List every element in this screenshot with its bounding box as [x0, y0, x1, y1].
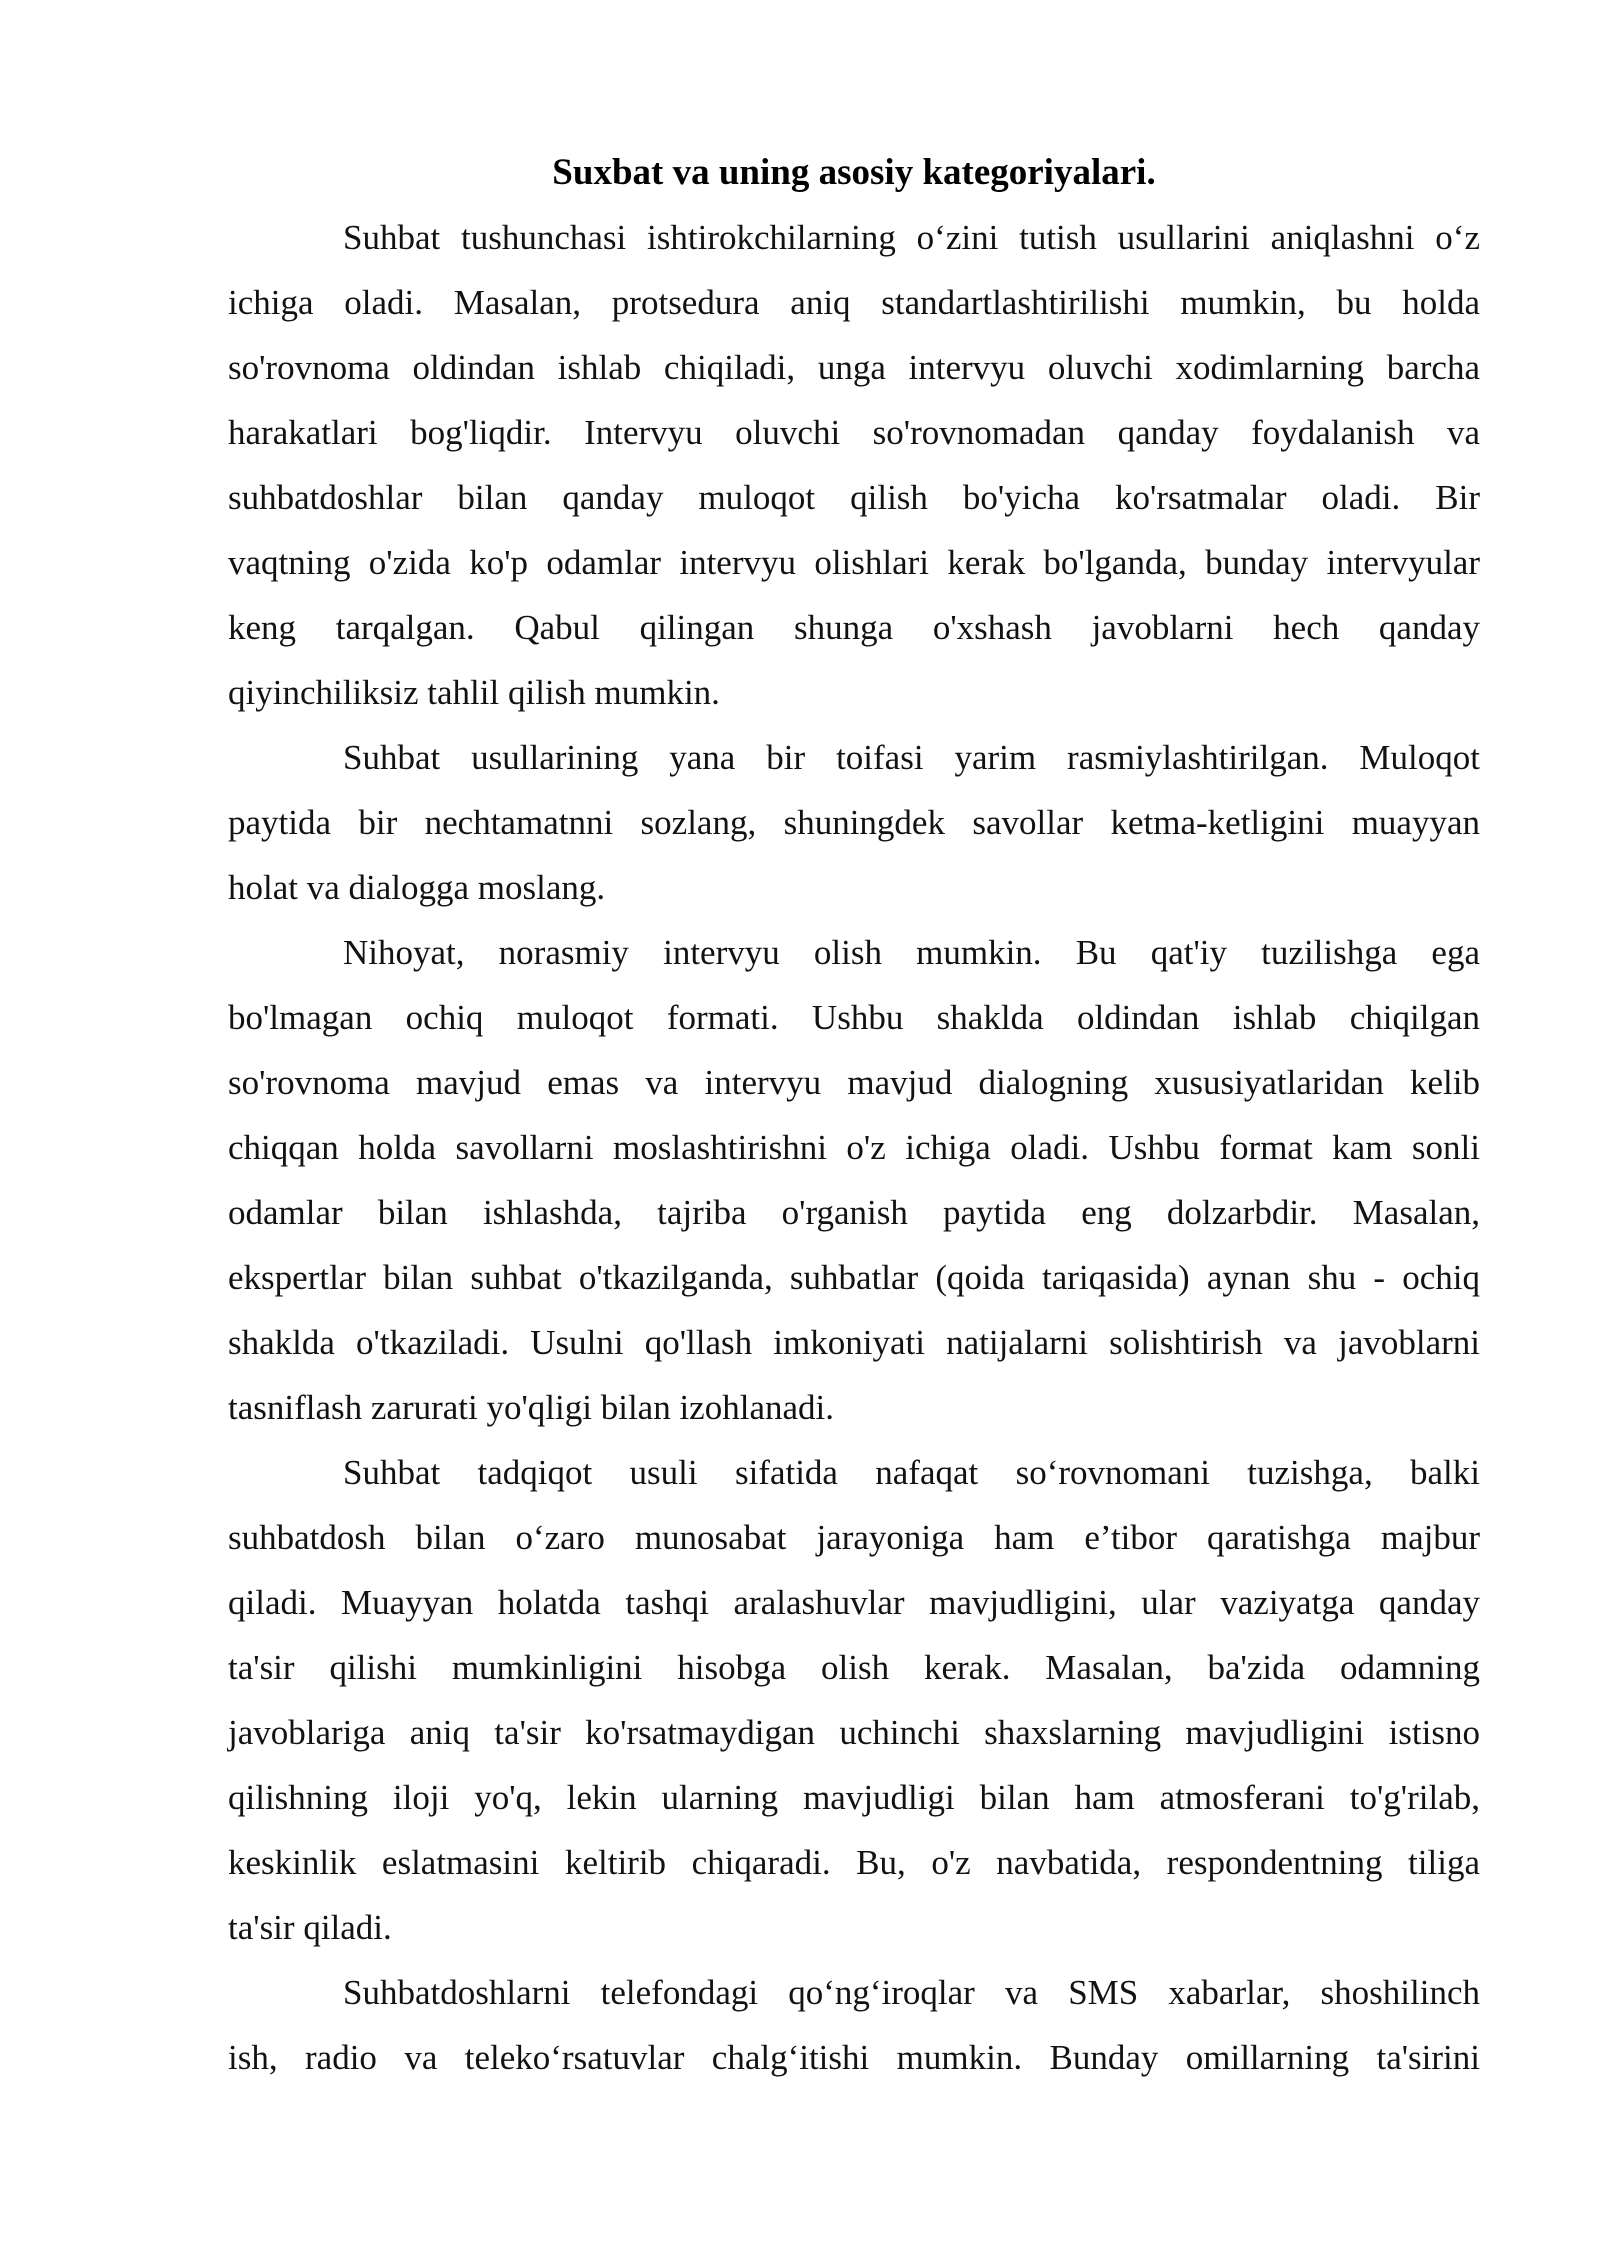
text-line: chiqqan holda savollarni moslashtirishni o'z ichiga oladi. Ushbu format kam sonli: [228, 1128, 1480, 1167]
text-line: vaqtning o'zida ko'p odamlar intervyu olishlari kerak bo'lganda, bunday intervyular: [228, 543, 1480, 582]
text-line: Nihoyat, norasmiy intervyu olish mumkin. Bu qat'iy tuzilishga ega: [343, 933, 1480, 972]
text-line: ta'sir qilishi mumkinligini hisobga olish kerak. Masalan, ba'zida odamning: [228, 1648, 1480, 1687]
text-line: Suhbatdoshlarni telefondagi qoʻngʻiroqlar va SMS xabarlar, shoshilinch: [343, 1973, 1480, 2012]
text-line: ichiga oladi. Masalan, protsedura aniq standartlashtirilishi mumkin, bu holda: [228, 283, 1480, 322]
text-line: qiladi. Muayyan holatda tashqi aralashuvlar mavjudligini, ular vaziyatga qanday: [228, 1583, 1480, 1622]
text-line: keng tarqalgan. Qabul qilingan shunga o'xshash javoblarni hech qanday: [228, 608, 1480, 647]
text-line: tasniflash zarurati yo'qligi bilan izohlanadi.: [228, 1388, 834, 1427]
paragraph: [228, 1440, 1480, 1960]
text-line: holat va dialogga moslang.: [228, 868, 606, 907]
text-line: so'rovnoma oldindan ishlab chiqiladi, unga intervyu oluvchi xodimlarning barcha: [228, 348, 1480, 387]
paragraphs-container: [228, 205, 1480, 2090]
text-line: so'rovnoma mavjud emas va intervyu mavjud dialogning xususiyatlaridan kelib: [228, 1063, 1480, 1102]
paragraph: [228, 205, 1480, 725]
text-line: odamlar bilan ishlashda, tajriba o'rganish paytida eng dolzarbdir. Masalan,: [228, 1193, 1480, 1232]
text-line: keskinlik eslatmasini keltirib chiqaradi. Bu, o'z navbatida, respondentning tiliga: [228, 1843, 1480, 1882]
text-line: bo'lmagan ochiq muloqot formati. Ushbu shaklda oldindan ishlab chiqilgan: [228, 998, 1480, 1037]
text-line: suhbatdoshlar bilan qanday muloqot qilish bo'yicha ko'rsatmalar oladi. Bir: [228, 478, 1480, 517]
paragraph: [228, 1960, 1480, 2090]
text-line: ish, radio va telekoʻrsatuvlar chalgʻitishi mumkin. Bunday omillarning ta'sirini: [228, 2038, 1480, 2077]
page-title: Suxbat va uning asosiy kategoriyalari.: [552, 152, 1156, 193]
text-line: harakatlari bog'liqdir. Intervyu oluvchi so'rovnomadan qanday foydalanish va: [228, 413, 1480, 452]
paragraph: [228, 920, 1480, 1440]
text-line: suhbatdosh bilan oʻzaro munosabat jarayoniga ham e’tibor qaratishga majbur: [228, 1518, 1480, 1557]
text-line: shaklda o'tkaziladi. Usulni qo'llash imkoniyati natijalarni solishtirish va javoblarni: [228, 1323, 1480, 1362]
text-line: paytida bir nechtamatnni sozlang, shuningdek savollar ketma-ketligini muayyan: [228, 803, 1480, 842]
text-line: javoblariga aniq ta'sir ko'rsatmaydigan uchinchi shaxslarning mavjudligini istisno: [228, 1713, 1480, 1752]
text-line: Suhbat tadqiqot usuli sifatida nafaqat soʻrovnomani tuzishga, balki: [343, 1453, 1480, 1492]
paragraph: [228, 725, 1480, 920]
text-line: ekspertlar bilan suhbat o'tkazilganda, suhbatlar (qoida tariqasida) aynan shu - ochiq: [228, 1258, 1480, 1297]
text-line: Suhbat usullarining yana bir toifasi yarim rasmiylashtirilgan. Muloqot: [343, 738, 1480, 777]
text-line: ta'sir qiladi.: [228, 1908, 392, 1947]
text-line: Suhbat tushunchasi ishtirokchilarning oʻzini tutish usullarini aniqlashni oʻz: [343, 218, 1480, 257]
text-line: qiyinchiliksiz tahlil qilish mumkin.: [228, 673, 720, 712]
text-line: qilishning iloji yo'q, lekin ularning mavjudligi bilan ham atmosferani to'g'rilab,: [228, 1778, 1480, 1817]
